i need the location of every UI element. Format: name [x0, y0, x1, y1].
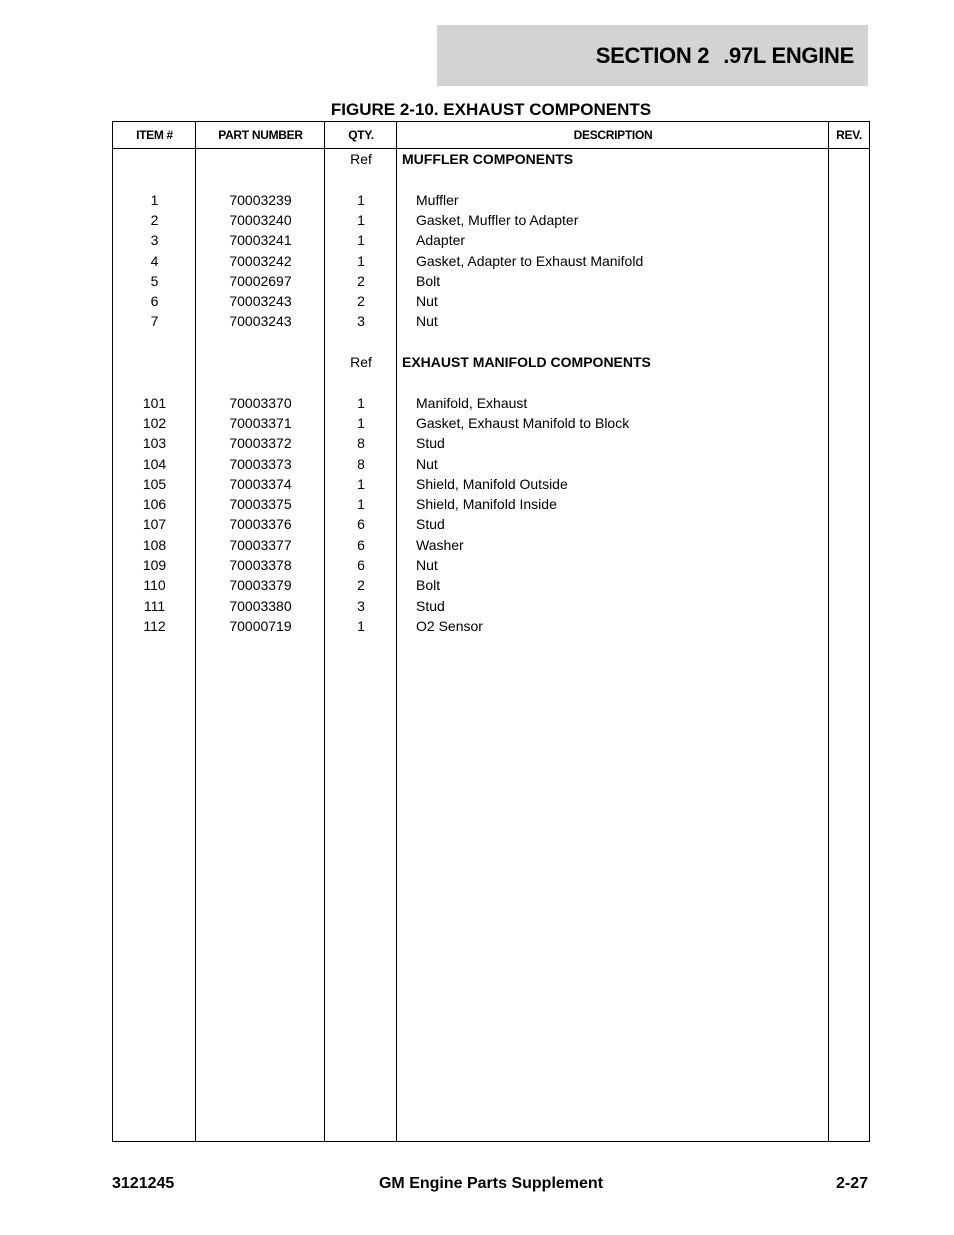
- table-row: [113, 575, 869, 595]
- table-row: [113, 535, 869, 555]
- group-header-row: [113, 352, 869, 372]
- quantity: 1: [357, 394, 365, 411]
- quantity: 6: [357, 557, 365, 573]
- table-header: [113, 122, 869, 149]
- quantity: 1: [357, 232, 365, 249]
- description: Muffler: [416, 191, 459, 208]
- table-row: [113, 494, 869, 514]
- column-header-item: ITEM #: [136, 128, 173, 142]
- item-number: 101: [142, 394, 167, 411]
- item-number: 108: [142, 536, 167, 553]
- part-number: 70003376: [229, 516, 292, 533]
- item-number: 1: [150, 191, 159, 208]
- quantity: 3: [357, 313, 365, 330]
- description: Washer: [416, 536, 464, 553]
- description: O2 Sensor: [416, 617, 483, 634]
- table-row: [113, 190, 869, 210]
- table-row: [113, 616, 869, 636]
- table-row: [113, 251, 869, 271]
- part-number: 70002697: [229, 272, 292, 289]
- quantity: 2: [357, 577, 365, 594]
- section-title: .97L ENGINE: [723, 42, 854, 68]
- quantity: 1: [357, 252, 365, 269]
- table-row: [113, 454, 869, 474]
- item-number: 103: [142, 435, 167, 452]
- part-number: 70003370: [229, 394, 292, 411]
- description: Gasket, Exhaust Manifold to Block: [416, 414, 630, 431]
- part-number: 70003372: [229, 435, 292, 452]
- description: Adapter: [416, 232, 466, 249]
- part-number: 70003373: [229, 455, 292, 472]
- part-number: 70000719: [229, 617, 292, 634]
- part-number: 70003242: [229, 252, 292, 269]
- description: Stud: [416, 597, 445, 614]
- quantity: 6: [357, 536, 365, 553]
- parts-table: [112, 121, 870, 1142]
- quantity: 1: [357, 211, 365, 228]
- document-number: 3121245: [112, 1175, 175, 1192]
- table-row: [113, 271, 869, 291]
- part-number: 70003374: [229, 475, 292, 492]
- quantity: Ref: [350, 151, 372, 167]
- description: Nut: [416, 455, 438, 472]
- description: Nut: [416, 293, 438, 310]
- item-number: 102: [142, 414, 167, 431]
- table-row: [113, 210, 869, 230]
- description: Stud: [416, 435, 445, 452]
- table-row: [113, 596, 869, 616]
- part-number: 70003239: [229, 191, 292, 208]
- description: Nut: [416, 557, 438, 573]
- quantity: 8: [357, 435, 365, 452]
- description: MUFFLER COMPONENTS: [402, 151, 574, 167]
- description: Gasket, Muffler to Adapter: [416, 211, 579, 228]
- quantity: 8: [357, 455, 365, 472]
- description: Gasket, Adapter to Exhaust Manifold: [416, 252, 644, 269]
- table-row: [113, 311, 869, 331]
- table-row: [113, 230, 869, 250]
- description: Nut: [416, 313, 438, 330]
- item-number: 6: [150, 293, 159, 310]
- quantity: Ref: [350, 354, 372, 370]
- table-row: [113, 555, 869, 575]
- quantity: 1: [357, 496, 365, 513]
- part-number: 70003375: [229, 496, 292, 513]
- description: Bolt: [416, 272, 441, 289]
- table-row: [113, 474, 869, 494]
- item-number: 107: [142, 516, 167, 533]
- item-number: 5: [150, 272, 159, 289]
- item-number: 3: [150, 232, 159, 249]
- item-number: 2: [150, 211, 159, 228]
- part-number: 70003379: [229, 577, 292, 594]
- part-number: 70003240: [229, 211, 292, 228]
- description: Shield, Manifold Inside: [416, 496, 557, 513]
- group-header-row: [113, 149, 869, 169]
- column-header-description: DESCRIPTION: [573, 128, 653, 142]
- description: Manifold, Exhaust: [416, 394, 528, 411]
- figure-title: FIGURE 2-10. EXHAUST COMPONENTS: [330, 100, 652, 119]
- quantity: 1: [357, 475, 365, 492]
- part-number: 70003380: [229, 597, 292, 614]
- item-number: 106: [142, 496, 167, 513]
- column-header-rev: REV.: [836, 128, 862, 142]
- item-number: 4: [150, 252, 159, 269]
- item-number: 105: [142, 475, 167, 492]
- description: Stud: [416, 516, 445, 533]
- item-number: 110: [143, 577, 166, 594]
- column-header-qty: QTY.: [348, 128, 374, 142]
- table-row: [113, 433, 869, 453]
- part-number: 70003377: [229, 536, 292, 553]
- item-number: 112: [143, 617, 166, 634]
- item-number: 111: [143, 597, 166, 614]
- item-number: 104: [142, 455, 167, 472]
- table-row: [113, 413, 869, 433]
- quantity: 6: [357, 516, 365, 533]
- part-number: 70003243: [229, 313, 292, 330]
- part-number: 70003378: [229, 557, 292, 573]
- section-header: [437, 25, 868, 86]
- quantity: 2: [357, 272, 365, 289]
- section-label: SECTION 2: [595, 42, 710, 68]
- table-row: [113, 514, 869, 534]
- page-footer: [112, 1175, 870, 1195]
- description: EXHAUST MANIFOLD COMPONENTS: [402, 354, 651, 370]
- part-number: 70003371: [229, 414, 292, 431]
- quantity: 2: [357, 293, 365, 310]
- page-number: 2-27: [835, 1175, 868, 1192]
- quantity: 1: [357, 191, 365, 208]
- item-number: 7: [150, 313, 159, 330]
- part-number: 70003241: [229, 232, 292, 249]
- table-row: [113, 393, 869, 413]
- table-row: [113, 291, 869, 311]
- quantity: 3: [357, 597, 365, 614]
- quantity: 1: [357, 617, 365, 634]
- item-number: 109: [142, 557, 167, 573]
- document-title: GM Engine Parts Supplement: [378, 1175, 604, 1192]
- description: Shield, Manifold Outside: [416, 475, 568, 492]
- description: Bolt: [416, 577, 441, 594]
- quantity: 1: [357, 414, 365, 431]
- column-header-part-number: PART NUMBER: [218, 128, 303, 142]
- part-number: 70003243: [229, 293, 292, 310]
